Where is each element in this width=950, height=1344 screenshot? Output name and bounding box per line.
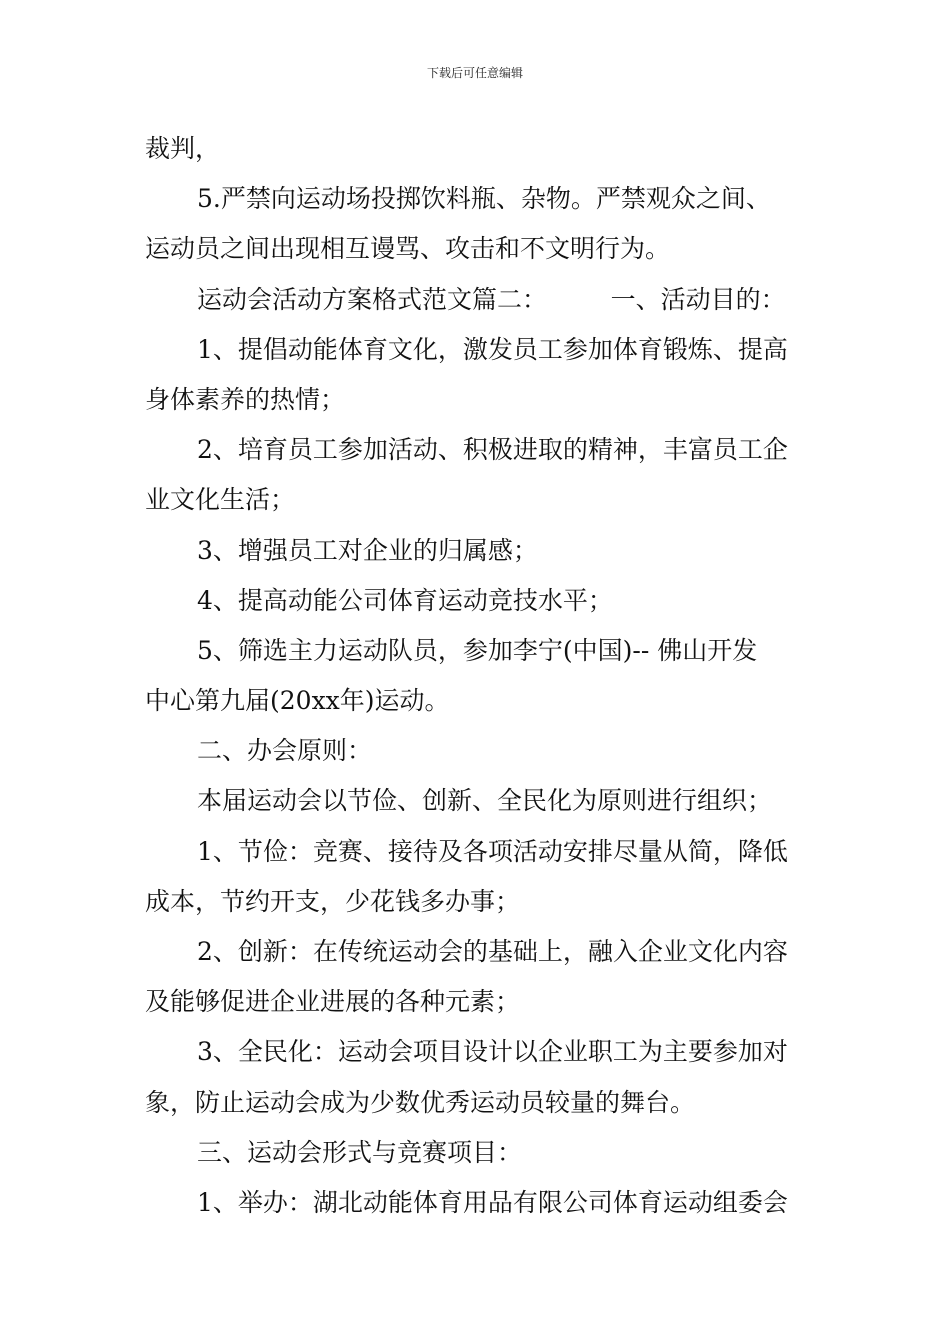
document-body (145, 124, 815, 1228)
text-line: 裁判， (145, 134, 221, 163)
text-line: 中心第九届(20xx年)运动。 (145, 686, 450, 716)
text-line: 本届运动会以节俭、创新、全民化为原则进行组织； (197, 786, 773, 816)
text-line: 5、筛选主力运动队员，参加李宁(中国)-- 佛山开发 (197, 635, 758, 665)
text-line: 1、举办：湖北动能体育用品有限公司体育运动组委会 (197, 1187, 788, 1217)
text-line: 2、培育员工参加活动、积极进取的精神，丰富员工企 (197, 435, 788, 465)
page-header: 下载后可任意编辑 (426, 66, 523, 80)
text-line: 3、全民化：运动会项目设计以企业职工为主要参加对 (197, 1037, 788, 1067)
text-line: 及能够促进企业进展的各种元素； (145, 987, 521, 1017)
text-line: 1、节俭：竞赛、接待及各项活动安排尽量从简，降低 (197, 836, 788, 866)
text-line: 4、提高动能公司体育运动竞技水平； (197, 585, 613, 615)
text-line: 业文化生活； (145, 485, 296, 515)
text-line: 3、增强员工对企业的归属感； (197, 535, 538, 565)
text-line: 5.严禁向运动场投掷饮料瓶、杂物。严禁观众之间、 (197, 184, 771, 214)
text-line: 身体素养的热情； (145, 384, 346, 414)
text-line: 二、办会原则： (197, 736, 373, 766)
text-line: 象，防止运动会成为少数优秀运动员较量的舞台。 (145, 1087, 696, 1117)
text-line: 成本，节约开支，少花钱多办事； (145, 886, 521, 916)
text-line: 运动会活动方案格式范文篇二： 一、活动目的： (197, 284, 786, 314)
text-line: 三、运动会形式与竞赛项目： (197, 1137, 523, 1167)
text-line: 运动员之间出现相互谩骂、攻击和不文明行为。 (145, 234, 671, 264)
text-line: 2、创新：在传统运动会的基础上，融入企业文化内容 (197, 937, 788, 966)
text-line: 1、提倡动能体育文化，激发员工参加体育锻炼、提高 (197, 334, 788, 364)
